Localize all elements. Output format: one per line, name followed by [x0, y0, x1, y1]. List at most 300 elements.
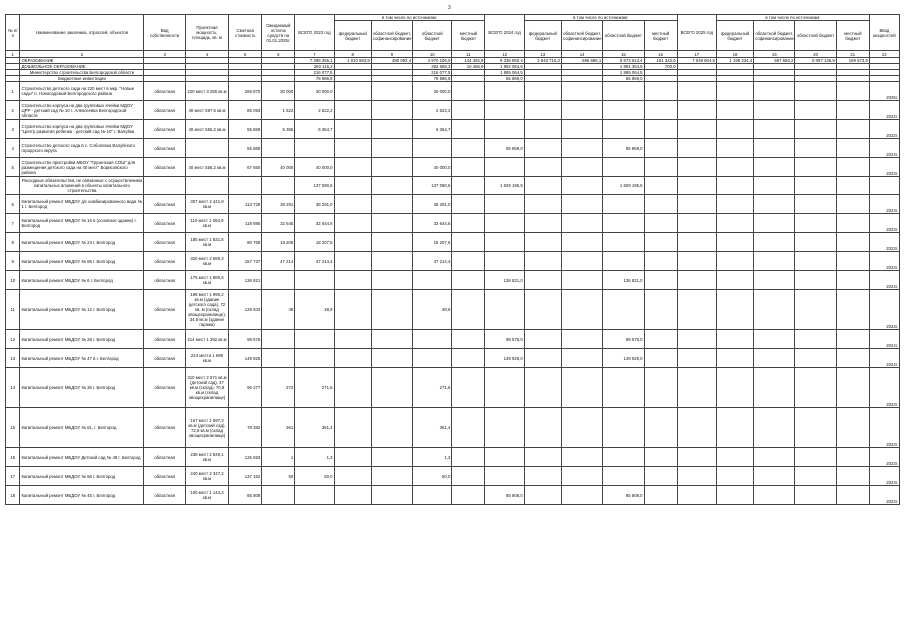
- amount-cell: 47 214,4: [413, 252, 452, 271]
- header-local: местный бюджет: [452, 21, 485, 51]
- estimate-cost: 85 808: [229, 486, 262, 505]
- amount-cell: [371, 271, 412, 290]
- column-number: 6: [262, 51, 295, 58]
- commission-year: 2024г.: [869, 139, 899, 158]
- header-sources-2025: в том числе по источникам:: [716, 15, 869, 21]
- amount-cell: [485, 448, 524, 467]
- amount-cell: [754, 290, 795, 330]
- amount-cell: [334, 368, 371, 408]
- amount-cell: [334, 486, 371, 505]
- amount-cell: [452, 214, 485, 233]
- header-regional-2024: областной бюджет: [603, 21, 644, 51]
- amount-cell: 55 869,0: [603, 76, 644, 82]
- object-name: Строительство корпуса на два групповых ячейки МДОУ ЦРР - детский сад № 10 г. Алексеевка Белгородской области: [20, 101, 144, 120]
- amount-cell: [836, 486, 869, 505]
- amount-cell: [677, 368, 716, 408]
- object-name: Расходные обязательства, не связанные с осуществлением капитальных вложений в объекты капитального строительства: [21, 178, 143, 193]
- estimate-cost: 55 869: [229, 120, 262, 139]
- amount-cell: [452, 82, 485, 101]
- amount-cell: [524, 330, 561, 349]
- column-number: 10: [413, 51, 452, 58]
- row-number: 17: [6, 467, 20, 486]
- amount-cell: [371, 214, 412, 233]
- amount-cell: 78 986,9: [413, 76, 452, 82]
- table-row: [6, 233, 900, 252]
- amount-cell: [524, 290, 561, 330]
- column-number: 9: [371, 51, 412, 58]
- amount-cell: [561, 349, 602, 368]
- capacity: 220 мест 3 280 кв.м: [185, 82, 228, 101]
- amount-cell: 2 622,2: [295, 101, 334, 120]
- header-federal-2024: федеральный бюджет: [524, 21, 561, 51]
- table-row: [6, 214, 900, 233]
- column-number: 15: [603, 51, 644, 58]
- object-name: Капитальный ремонт МБДОУ № 6 г. Белгород: [20, 271, 144, 290]
- remainder: 18 208: [262, 233, 295, 252]
- amount-cell: 55 869,0: [485, 139, 524, 158]
- table-row: [6, 486, 900, 505]
- amount-cell: [644, 467, 677, 486]
- amount-cell: [754, 368, 795, 408]
- commission-year: 2023г.: [869, 467, 899, 486]
- amount-cell: [371, 139, 412, 158]
- amount-cell: [716, 195, 753, 214]
- amount-cell: [754, 271, 795, 290]
- row-number: 11: [6, 290, 20, 330]
- estimate-cost: 157 737: [229, 252, 262, 271]
- table-row: [6, 82, 900, 101]
- amount-cell: [371, 448, 412, 467]
- amount-cell: [754, 195, 795, 214]
- amount-cell: 382 658,3: [413, 64, 452, 70]
- column-number: 14: [561, 51, 602, 58]
- object-name: Капитальный ремонт МБДОУ № 23 г. Белгород: [20, 233, 144, 252]
- amount-cell: [485, 120, 524, 139]
- commission-year: 2022г.: [869, 120, 899, 139]
- column-number: 21: [836, 51, 869, 58]
- amount-cell: [485, 368, 524, 408]
- ownership: [144, 177, 185, 195]
- amount-cell: [603, 233, 644, 252]
- object-name: Капитальный ремонт МБДОУ № 12 г. Белгород: [20, 290, 144, 330]
- amount-cell: [716, 252, 753, 271]
- header-federal: федеральный бюджет: [334, 21, 371, 51]
- amount-cell: [795, 486, 836, 505]
- amount-cell: [603, 448, 644, 467]
- amount-cell: 7 049 604,8: [677, 58, 716, 64]
- amount-cell: [413, 349, 452, 368]
- amount-cell: [836, 158, 869, 177]
- amount-cell: [716, 214, 753, 233]
- table-row: [6, 368, 900, 408]
- amount-cell: 99 576,0: [485, 330, 524, 349]
- amount-cell: [754, 177, 795, 195]
- estimate-cost: 96 277: [229, 368, 262, 408]
- ownership: областная: [144, 158, 185, 177]
- amount-cell: [561, 82, 602, 101]
- table-row: [6, 158, 900, 177]
- amount-cell: 137 090,6: [295, 177, 334, 195]
- row-number: 16: [6, 448, 20, 467]
- page-number: 3: [448, 5, 451, 11]
- amount-cell: [716, 82, 753, 101]
- amount-cell: [334, 158, 371, 177]
- amount-cell: [716, 120, 753, 139]
- capacity: 175 мест 1 880,6 кв.м: [185, 271, 228, 290]
- header-local-2024: местный бюджет: [644, 21, 677, 51]
- amount-cell: [716, 233, 753, 252]
- amount-cell: [452, 252, 485, 271]
- amount-cell: [795, 349, 836, 368]
- amount-cell: [644, 290, 677, 330]
- amount-cell: [485, 214, 524, 233]
- amount-cell: [836, 448, 869, 467]
- row-number: 15: [6, 408, 20, 448]
- ownership: областная: [144, 195, 185, 214]
- amount-cell: [334, 271, 371, 290]
- amount-cell: [644, 214, 677, 233]
- amount-cell: [561, 448, 602, 467]
- amount-cell: [371, 158, 412, 177]
- column-number: 2: [20, 51, 144, 58]
- column-number-row: [6, 51, 900, 58]
- table-row: [6, 120, 900, 139]
- row-number: 8: [6, 233, 20, 252]
- amount-cell: 393 115,2: [295, 64, 334, 70]
- amount-cell: 5 673 613,4: [603, 58, 644, 64]
- amount-cell: 151 342,6: [644, 58, 677, 64]
- amount-cell: 5 087 136,9: [795, 58, 836, 64]
- commission-year: 2023г.: [869, 252, 899, 271]
- amount-cell: [795, 448, 836, 467]
- estimate-cost: 113 728: [229, 195, 262, 214]
- header-local-2025: местный бюджет: [836, 21, 869, 51]
- amount-cell: [603, 82, 644, 101]
- remainder: [262, 349, 295, 368]
- header-regional-cofin: областной бюджет, софинансирование: [371, 21, 412, 51]
- amount-cell: [452, 195, 485, 214]
- estimate-cost: 129 943: [229, 290, 262, 330]
- amount-cell: [561, 368, 602, 408]
- amount-cell: 6 364,7: [295, 120, 334, 139]
- amount-cell: 2 622,2: [413, 101, 452, 120]
- estimate-cost: 78 382: [229, 408, 262, 448]
- object-name: Капитальный ремонт МБДОУ № 45 г. Белгород: [20, 486, 144, 505]
- commission-year: 2025г.: [869, 82, 899, 101]
- remainder: 32 645: [262, 214, 295, 233]
- header-ownership: Вид собственности: [144, 15, 185, 51]
- estimate-cost: 80 758: [229, 233, 262, 252]
- table-row: [6, 349, 900, 368]
- object-name: Капитальный ремонт МБДОУ № 35 г. Белгород: [20, 368, 144, 408]
- amount-cell: [644, 330, 677, 349]
- amount-cell: [524, 214, 561, 233]
- row-number: 5: [6, 158, 20, 177]
- amount-cell: [677, 214, 716, 233]
- amount-cell: [754, 82, 795, 101]
- table-body: [6, 51, 900, 505]
- amount-cell: 169 573,5: [836, 58, 869, 64]
- object-name: Бюджетные инвестиции: [20, 76, 144, 82]
- row-number: 18: [6, 486, 20, 505]
- column-number: 13: [524, 51, 561, 58]
- amount-cell: [795, 408, 836, 448]
- amount-cell: [452, 271, 485, 290]
- amount-cell: [452, 330, 485, 349]
- amount-cell: [561, 408, 602, 448]
- amount-cell: 1,3: [295, 448, 334, 467]
- amount-cell: [754, 330, 795, 349]
- amount-cell: [485, 252, 524, 271]
- amount-cell: [334, 408, 371, 448]
- amount-cell: [371, 252, 412, 271]
- capacity: 100 мест 1 144,3 кв.м: [185, 486, 228, 505]
- commission-year: 2024г.: [869, 486, 899, 505]
- amount-cell: [371, 82, 412, 101]
- amount-cell: [561, 214, 602, 233]
- amount-cell: 216 077,5: [413, 70, 452, 76]
- amount-cell: [716, 271, 753, 290]
- amount-cell: [836, 408, 869, 448]
- estimate-cost: 55 869: [229, 139, 262, 158]
- header-federal-2025: федеральный бюджет: [716, 21, 753, 51]
- ownership: областная: [144, 101, 185, 120]
- remainder: 1: [262, 448, 295, 467]
- amount-cell: [452, 101, 485, 120]
- capacity: 185 мест 1 831,5 кв.м: [185, 233, 228, 252]
- amount-cell: [644, 177, 677, 195]
- column-number: 22: [869, 51, 899, 58]
- header-sources-2024: в том числе по источникам:: [524, 15, 677, 21]
- amount-cell: [334, 448, 371, 467]
- amount-cell: [334, 290, 371, 330]
- amount-cell: [524, 195, 561, 214]
- amount-cell: [836, 214, 869, 233]
- amount-cell: [561, 271, 602, 290]
- amount-cell: [754, 233, 795, 252]
- amount-cell: [644, 82, 677, 101]
- amount-cell: [524, 252, 561, 271]
- amount-cell: [716, 290, 753, 330]
- amount-cell: 78 986,9: [295, 76, 334, 82]
- ownership: областная: [144, 408, 185, 448]
- remainder: 30 000: [262, 82, 295, 101]
- amount-cell: [524, 271, 561, 290]
- amount-cell: 1 885 064,5: [603, 70, 644, 76]
- amount-cell: [334, 195, 371, 214]
- amount-cell: [485, 82, 524, 101]
- amount-cell: [603, 252, 644, 271]
- amount-cell: 50,0: [295, 467, 334, 486]
- amount-cell: [603, 408, 644, 448]
- column-number: 4: [185, 51, 228, 58]
- amount-cell: [795, 330, 836, 349]
- capacity: 238 мест 2 849,1 кв.м: [185, 448, 228, 467]
- column-number: 16: [644, 51, 677, 58]
- amount-cell: [677, 290, 716, 330]
- amount-cell: [524, 486, 561, 505]
- ownership: областная: [144, 290, 185, 330]
- capacity: 40 мест 597,6 кв.м: [185, 101, 228, 120]
- amount-cell: [524, 368, 561, 408]
- capacity: 198 мест 1 990,2 кв.м (здание детского сада), 72 кв. м (склад овощехранилище), 34,5 кв.м (здание гаража): [185, 290, 228, 330]
- estimate-cost: [229, 177, 262, 195]
- amount-cell: [561, 330, 602, 349]
- amount-cell: [677, 120, 716, 139]
- column-number: 8: [334, 51, 371, 58]
- amount-cell: 137 090,6: [413, 177, 452, 195]
- amount-cell: [371, 408, 412, 448]
- amount-cell: [644, 101, 677, 120]
- table-row: [6, 252, 900, 271]
- ownership: областная: [144, 330, 185, 349]
- remainder: 5 365: [262, 120, 295, 139]
- amount-cell: [371, 349, 412, 368]
- column-number: 7: [295, 51, 334, 58]
- amount-cell: 1 829 195,5: [603, 177, 644, 195]
- object-name: Капитальный ремонт МБДОУ Детский сад № 48 г. Белгород: [20, 448, 144, 467]
- amount-cell: [716, 486, 753, 505]
- amount-cell: [644, 448, 677, 467]
- amount-cell: [334, 120, 371, 139]
- amount-cell: [334, 139, 371, 158]
- row-number: 3: [6, 120, 20, 139]
- table-row: [6, 177, 900, 195]
- amount-cell: 271,6: [295, 368, 334, 408]
- amount-cell: [603, 467, 644, 486]
- amount-cell: [795, 120, 836, 139]
- ownership: областная: [144, 233, 185, 252]
- amount-cell: [603, 158, 644, 177]
- estimate-cost: 136 821: [229, 271, 262, 290]
- amount-cell: [795, 177, 836, 195]
- amount-cell: 9 336 850,4: [485, 58, 524, 64]
- amount-cell: [452, 349, 485, 368]
- amount-cell: 18 207,6: [413, 233, 452, 252]
- capacity: 110 мест 1 063,9 кв.м: [185, 214, 228, 233]
- amount-cell: 597 650,2: [754, 58, 795, 64]
- amount-cell: [716, 101, 753, 120]
- amount-cell: [371, 233, 412, 252]
- remainder: [262, 139, 295, 158]
- amount-cell: [754, 486, 795, 505]
- row-number: 6: [6, 195, 20, 214]
- amount-cell: 361,4: [413, 408, 452, 448]
- amount-cell: [524, 448, 561, 467]
- column-number: 18: [716, 51, 753, 58]
- amount-cell: [836, 252, 869, 271]
- amount-cell: 149 925,0: [485, 349, 524, 368]
- object-name: ОБРАЗОВАНИЕ: [20, 58, 144, 64]
- amount-cell: [334, 252, 371, 271]
- capacity: 240 мест 2 347,2 кв.м: [185, 467, 228, 486]
- amount-cell: [677, 271, 716, 290]
- header-regional-cofin-2024: областной бюджет, софинансирование: [561, 21, 602, 51]
- object-name: Капитальный ремонт МБДОУ № 85 г. Белгород: [20, 252, 144, 271]
- amount-cell: [754, 349, 795, 368]
- amount-cell: [795, 82, 836, 101]
- amount-cell: [836, 368, 869, 408]
- amount-cell: 216 077,5: [295, 70, 334, 76]
- table-row: [6, 139, 900, 158]
- remainder: 50: [262, 467, 295, 486]
- amount-cell: [295, 486, 334, 505]
- estimate-cost: 126 693: [229, 448, 262, 467]
- amount-cell: [371, 467, 412, 486]
- amount-cell: [413, 330, 452, 349]
- amount-cell: [754, 448, 795, 467]
- amount-cell: [644, 233, 677, 252]
- amount-cell: [754, 120, 795, 139]
- row-number: [6, 177, 20, 195]
- amount-cell: [334, 177, 371, 195]
- amount-cell: 48,9: [295, 290, 334, 330]
- header-no: № п/п: [6, 15, 20, 51]
- amount-cell: 1 885 064,5: [485, 70, 524, 76]
- commission-year: 2023г.: [869, 290, 899, 330]
- remainder: 272: [262, 368, 295, 408]
- ownership: областная: [144, 120, 185, 139]
- estimate-cost: 67 650: [229, 158, 262, 177]
- amount-cell: [716, 408, 753, 448]
- amount-cell: [716, 368, 753, 408]
- amount-cell: [677, 233, 716, 252]
- amount-cell: 32 644,6: [413, 214, 452, 233]
- amount-cell: [561, 486, 602, 505]
- amount-cell: [524, 158, 561, 177]
- estimate-cost: 85 093: [229, 101, 262, 120]
- amount-cell: [677, 252, 716, 271]
- amount-cell: [524, 408, 561, 448]
- object-name: Строительство детского сада на 220 мест в мкр. "Новые сады" п. Новосадовый Белгородского района: [20, 82, 144, 101]
- amount-cell: [716, 349, 753, 368]
- amount-cell: [836, 271, 869, 290]
- table-row: [6, 448, 900, 467]
- amount-cell: [371, 330, 412, 349]
- header-total-2023: ВСЕГО 2023 год: [295, 15, 334, 51]
- amount-cell: 271,6: [413, 368, 452, 408]
- amount-cell: [485, 195, 524, 214]
- commission-year: 2022г.: [869, 101, 899, 120]
- amount-cell: [836, 233, 869, 252]
- commission-year: [869, 177, 899, 195]
- amount-cell: [836, 330, 869, 349]
- amount-cell: [524, 177, 561, 195]
- amount-cell: [836, 195, 869, 214]
- column-number: 3: [144, 51, 185, 58]
- amount-cell: 32 644,6: [295, 214, 334, 233]
- amount-cell: [677, 158, 716, 177]
- amount-cell: [371, 177, 412, 195]
- amount-cell: [334, 101, 371, 120]
- row-number: 14: [6, 368, 20, 408]
- estimate-cost: 99 576: [229, 330, 262, 349]
- amount-cell: [836, 467, 869, 486]
- amount-cell: [561, 158, 602, 177]
- amount-cell: [603, 290, 644, 330]
- commission-year: 2023г.: [869, 408, 899, 448]
- object-name: Министерство строительства Белгородской области: [20, 70, 144, 76]
- amount-cell: [561, 139, 602, 158]
- amount-cell: 4 970 106,0: [413, 58, 452, 64]
- commission-year: 2024г.: [869, 349, 899, 368]
- amount-cell: [795, 233, 836, 252]
- amount-cell: [644, 486, 677, 505]
- amount-cell: [452, 368, 485, 408]
- amount-cell: [561, 233, 602, 252]
- amount-cell: [524, 233, 561, 252]
- commission-year: 2023г.: [869, 195, 899, 214]
